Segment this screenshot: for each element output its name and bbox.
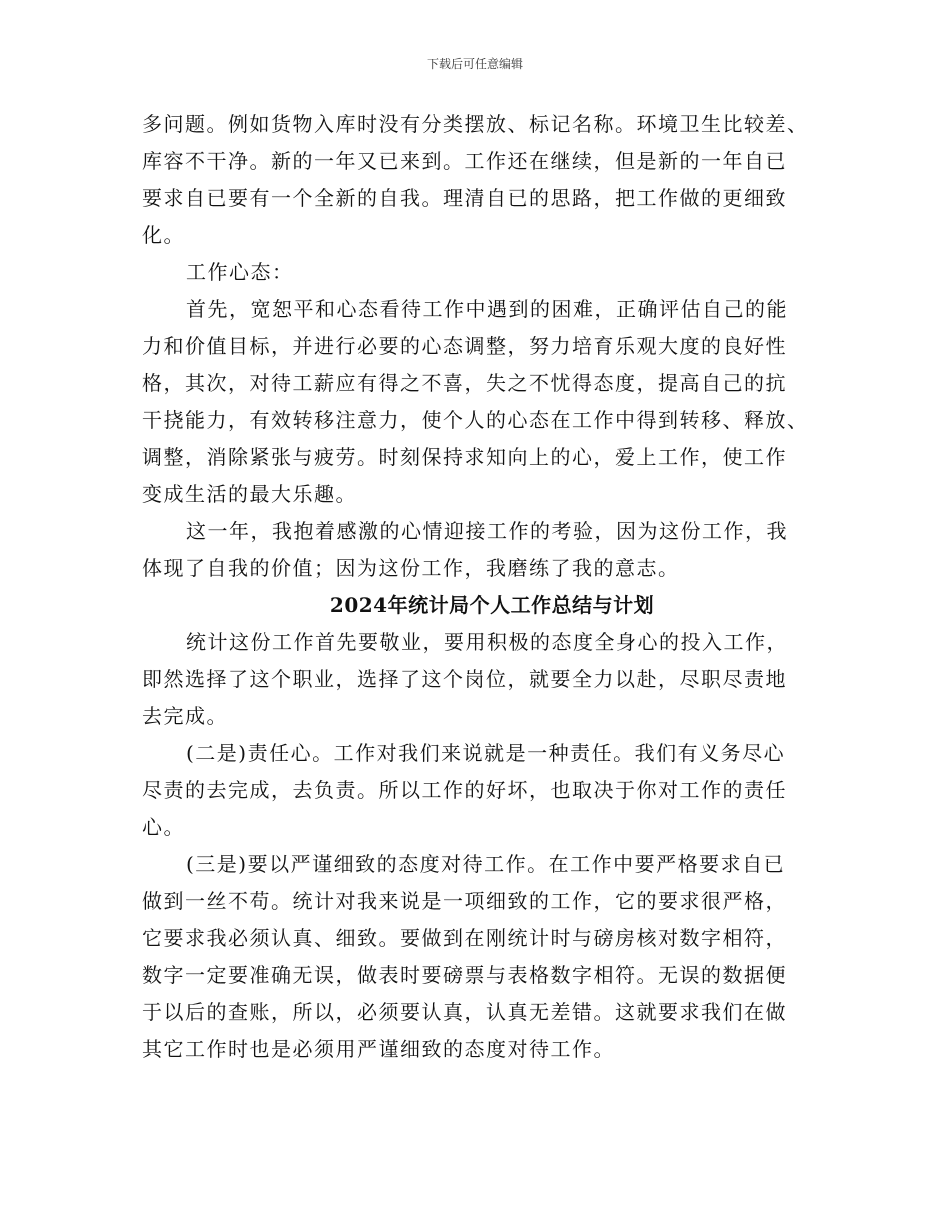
text-line: 库容不干净。新的一年又已来到。工作还在继续，但是新的一年自已 [142, 149, 787, 173]
text-line: 去完成。 [142, 704, 228, 728]
text-line: 力和价值目标，并进行必要的心态调整，努力培育乐观大度的良好性 [142, 334, 787, 358]
paragraph-4 [142, 513, 832, 587]
text-line: 体现了自我的价值；因为这份工作，我磨练了我的意志。 [142, 556, 680, 580]
text-line: 多问题。例如货物入库时没有分类摆放、标记名称。环境卫生比较差、 [142, 112, 809, 136]
text-line: 数字一定要准确无误，做表时要磅票与表格数字相符。无误的数据便 [142, 963, 787, 987]
text-line: 做到一丝不苟。统计对我来说是一项细致的工作，它的要求很严格， [142, 889, 787, 913]
text-line: 干挠能力，有效转移注意力，使个人的心态在工作中得到转移、释放、 [142, 408, 809, 432]
text-line: 首先，宽恕平和心态看待工作中遇到的困难，正确评估自己的能 [186, 297, 788, 321]
text-line: 统计这份工作首先要敬业，要用积极的态度全身心的投入工作， [186, 630, 788, 654]
text-line: 尽责的去完成，去负责。所以工作的好坏，也取决于你对工作的责任 [142, 778, 787, 802]
text-line: 其它工作时也是必须用严谨细致的态度对待工作。 [142, 1037, 615, 1061]
text-line: 这一年，我抱着感激的心情迎接工作的考验，因为这份工作，我 [186, 519, 788, 543]
text-line: 调整，消除紧张与疲劳。时刻保持求知向上的心，爱上工作，使工作 [142, 445, 787, 469]
text-line: 即然选择了这个职业，选择了这个岗位，就要全力以赴，尽职尽责地 [142, 667, 787, 691]
paragraph-5 [142, 624, 832, 735]
text-line: 格，其次，对待工薪应有得之不喜，失之不忧得态度，提高自己的抗 [142, 371, 787, 395]
paragraph-1 [142, 106, 832, 254]
paragraph-6 [142, 735, 832, 846]
text-line: 心。 [142, 815, 185, 839]
text-line: 变成生活的最大乐趣。 [142, 482, 357, 506]
text-line: 工作心态： [186, 260, 294, 284]
text-line: 于以后的查账，所以，必须要认真，认真无差错。这就要求我们在做 [142, 1000, 787, 1024]
section-title: 2024年统计局个人工作总结与计划 [329, 593, 655, 617]
document-body [142, 106, 832, 1068]
page-header: 下载后可任意编辑 [426, 57, 523, 71]
text-line: 它要求我必须认真、细致。要做到在刚统计时与磅房核对数字相符， [142, 926, 787, 950]
text-line: 要求自已要有一个全新的自我。理清自已的思路，把工作做的更细致 [142, 186, 787, 210]
paragraph-3 [142, 291, 832, 513]
paragraph-7 [142, 846, 832, 1068]
text-line: 化。 [142, 223, 185, 247]
text-line: (三是)要以严谨细致的态度对待工作。在工作中要严格要求自已 [186, 852, 786, 876]
text-line: (二是)责任心。工作对我们来说就是一种责任。我们有义务尽心 [186, 741, 786, 765]
paragraph-work-attitude-heading [142, 254, 832, 291]
